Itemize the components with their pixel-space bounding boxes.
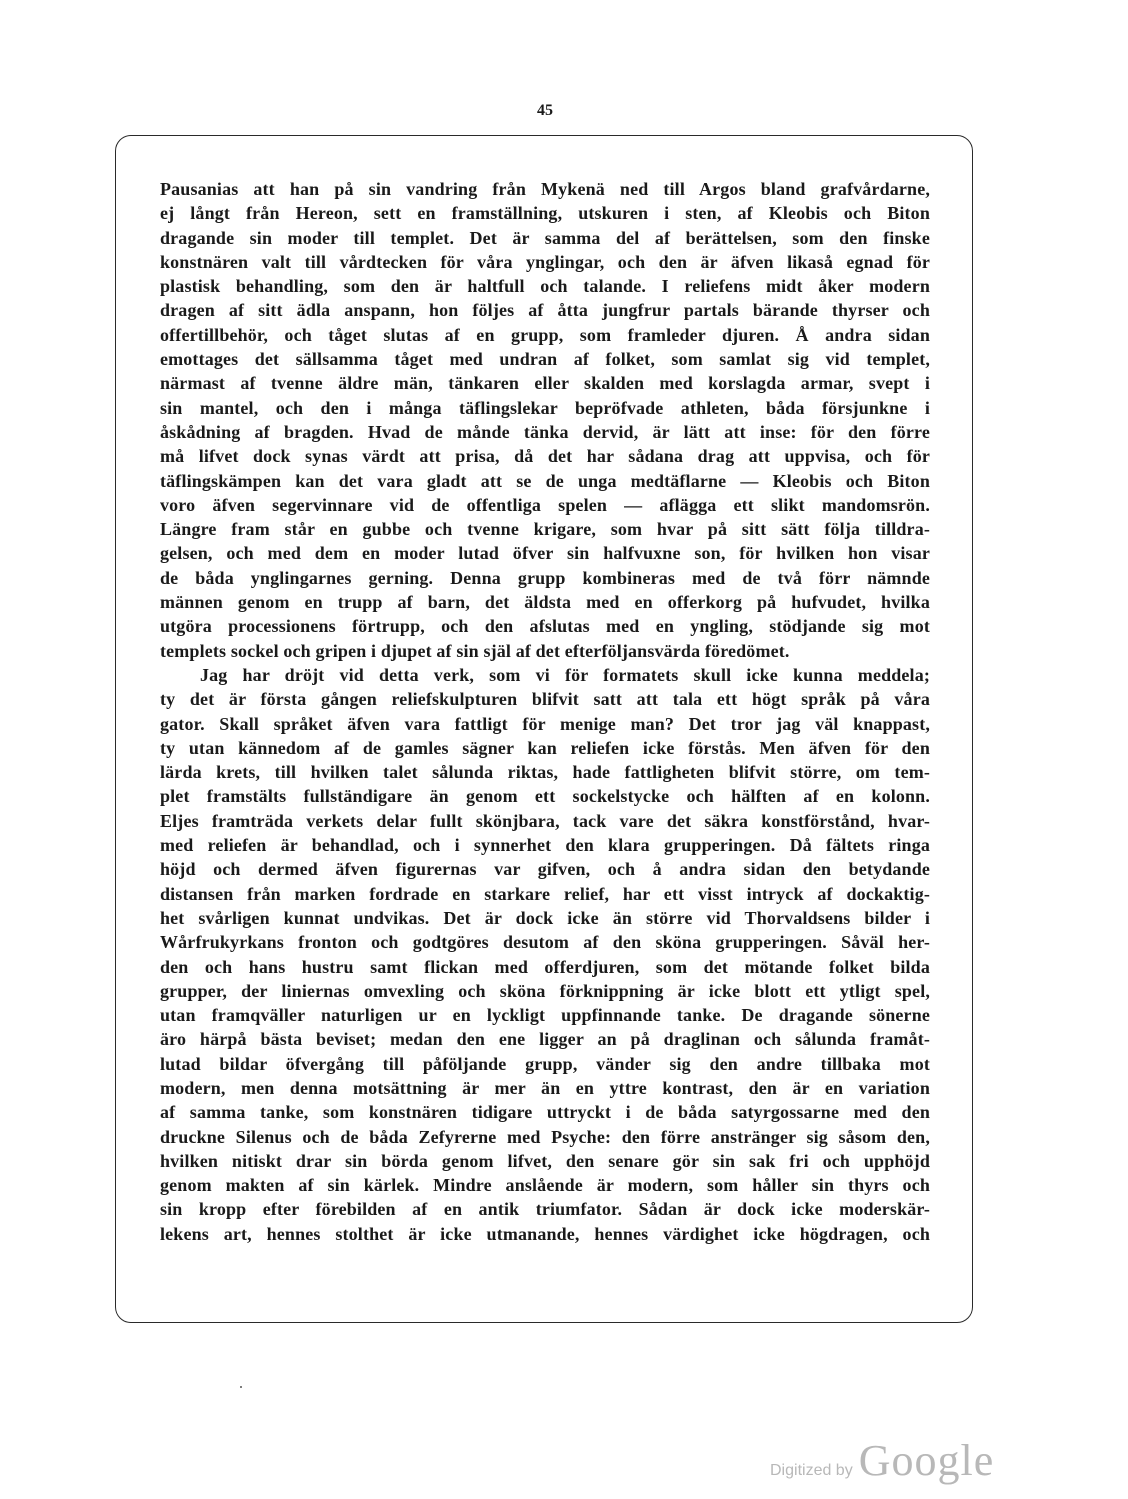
text-line: genom makten af sin kärlek. Mindre anslående är modern, som håller sin thyrs och [160,1175,930,1196]
text-line: gator. Skall språket äfven vara fattligt för menige man? Det tror jag väl knappast, [160,713,930,734]
text-line: hvilken nitiskt drar sin börda genom lifvet, den senare gör sin sak fri och upphöjd [160,1150,930,1171]
text-line: voro äfven segervinnare vid de offentliga spelen — aflägga ett slikt mandomsrön. [160,494,930,515]
text-line: höjd och dermed äfven figurernas var gifven, och å andra sidan den betydande [160,859,930,880]
text-line: grupper, der liniernas omvexling och sköna förknippning är icke blott ett ytligt spel, [160,980,930,1001]
text-line: ty utan kännedom af de gamles sägner kan reliefen icke förstås. Men äfven för den [160,737,930,758]
text-line: Jag har dröjt vid detta verk, som vi för formatets skull icke kunna meddela; [200,664,930,685]
text-line: täflingskämpen kan det vara gladt att se de unga medtäflarne — Kleobis och Biton [160,470,930,491]
stray-mark [240,1386,242,1388]
text-line: distansen från marken fordrade en starkare relief, har ett visst intryck af dockaktig- [160,883,930,904]
body-text [160,177,930,1246]
text-line: dragen af sitt ädla anspann, hon följes af åtta jungfrur partals bärande thyrser och [160,300,930,321]
text-line: ej långt från Hereon, sett en framställning, utskuren i sten, af Kleobis och Biton [160,203,930,224]
text-line: med reliefen är behandlad, och i synnerhet den klara grupperingen. Då fältets ringa [160,835,930,856]
text-line: emottages det sällsamma tåget med undran af folket, som samlat sig vid templet, [160,349,930,370]
text-line: Längre fram står en gubbe och tvenne krigare, som hvar på sitt sätt följa tilldra- [160,519,930,540]
text-line: gelsen, och med dem en moder lutad öfver sin halfvuxne son, för hvilken hon visar [160,543,930,564]
text-line: utan framqväller naturligen ur en lyckligt uppfinnande tanke. De dragande sönerne [160,1005,930,1026]
text-line: utgöra processionens förtrupp, och den afslutas med en yngling, stödjande sig mot [160,616,930,637]
text-line: konstnären valt till vårdtecken för våra ynglingar, och den är äfven likaså egnad för [160,251,930,272]
text-line: männen genom en trupp af barn, det äldsta med en offerkorg på hufvudet, hvilka [160,592,930,613]
text-line: lekens art, hennes stolthet är icke utmanande, hennes värdighet icke högdragen, och [160,1223,930,1244]
text-line: Pausanias att han på sin vandring från Mykenä ned till Argos bland grafvårdarne, [160,179,930,199]
text-line: plet framstälts fullständigare än genom ett sockelstycke och hälften af en kolonn. [160,786,930,807]
text-line: offertillbehör, och tåget slutas af en grupp, som framleder djuren. Å andra sidan [160,324,930,345]
text-line: af samma tanke, som konstnären tidigare uttryckt i de båda satyrgossarne med den [160,1102,930,1123]
text-line: åskådning af bragden. Hvad de månde tänka dervid, är lätt att inse: för den förre [160,421,930,442]
text-line: lärda krets, till hvilken talet sålunda riktas, hade fattligheten blifvit större, om tem- [160,762,930,783]
text-line: närmast af tvenne äldre män, tänkaren eller skalden med korslagda armar, svept i [160,373,930,394]
text-line: ty det är första gången reliefskulpturen blifvit satt att tala ett högt språk på våra [160,689,930,710]
google-logo: Google [858,1436,995,1485]
text-line: dragande sin moder till templet. Det är samma del af berättelsen, som den finske [160,227,930,248]
text-line: Eljes framträda verkets delar fullt skönjbara, tack vare det säkra konstförstånd, hvar- [160,810,930,831]
digitized-watermark [770,1435,994,1486]
text-line: sin kropp efter förebilden af en antik triumfator. Sådan är dock icke moderskär- [160,1199,930,1220]
text-line: templets sockel och gripen i djupet af sin själ af det efterföljansvärda föredömet. [160,640,790,661]
text-line: sin mantel, och den i många täflingslekar bepröfvade athleten, båda försjunkne i [160,397,930,418]
text-line: het svårligen kunnat undvikas. Det är dock icke än större vid Thorvaldsens bilder i [160,907,930,928]
watermark-prefix: Digitized by [770,1462,853,1479]
text-line: lutad bildar öfvergång till påföljande grupp, vänder sig den andre tillbaka mot [160,1053,930,1074]
text-line: plastisk behandling, som den är haltfull och talande. I reliefens midt åker modern [160,276,930,297]
text-line: den och hans hustru samt flickan med offerdjuren, som det mötande folket bilda [160,956,930,977]
text-line: Wårfrukyrkans fronton och godtgöres desutom af den sköna grupperingen. Såväl her- [160,932,930,953]
text-line: må lifvet dock synas värdt att prisa, då det har sådana drag att uppvisa, och för [160,446,930,467]
text-line: de båda ynglingarnes gerning. Denna grupp kombineras med de två förr nämnde [160,567,930,588]
text-line: druckne Silenus och de båda Zefyrerne med Psyche: den förre anstränger sig såsom den, [160,1126,930,1147]
text-line: äro härpå bästa beviset; medan den ene ligger an på draglinan och sålunda framåt- [160,1029,930,1050]
text-line: modern, men denna motsättning är mer än en yttre kontrast, den är en variation [160,1077,930,1098]
page-number: 45 [537,102,553,119]
